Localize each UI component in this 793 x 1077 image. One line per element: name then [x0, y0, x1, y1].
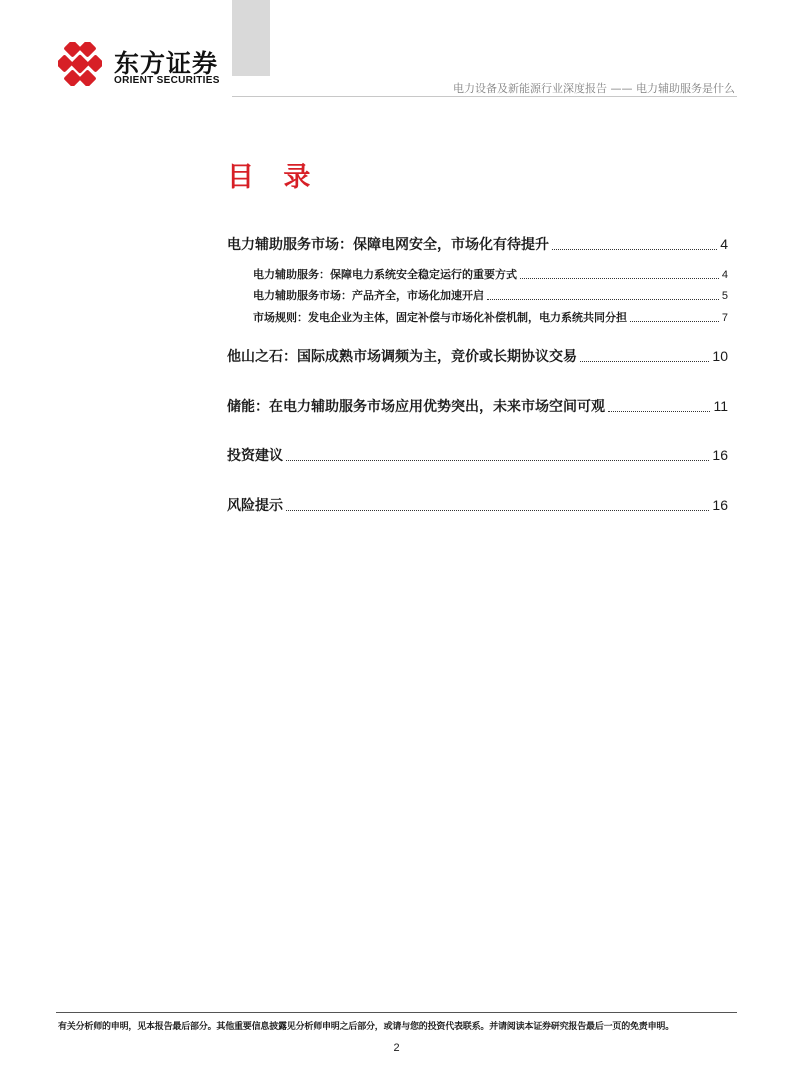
toc-entry-page: 10: [712, 348, 728, 364]
toc-entry-page: 4: [720, 236, 728, 252]
toc-entry-title: 投资建议: [227, 448, 283, 464]
toc-leader-dots: [520, 278, 719, 279]
toc-entry-page: 5: [721, 290, 728, 302]
toc-leader-dots: [286, 510, 709, 511]
toc-entry-title: 他山之石：国际成熟市场调频为主，竞价或长期协议交易: [227, 349, 577, 365]
toc-entry[interactable]: [253, 266, 728, 282]
toc-heading: 目 录: [227, 162, 321, 193]
toc-entry[interactable]: [227, 346, 728, 366]
toc-leader-dots: [286, 460, 709, 461]
report-header-title: 电力设备及新能源行业深度报告 —— 电力辅助服务是什么: [453, 82, 735, 95]
toc-entry-title: 电力辅助服务市场：保障电网安全，市场化有待提升: [227, 237, 549, 253]
page-number: 2: [393, 1042, 400, 1054]
toc-leader-dots: [630, 321, 719, 322]
toc-entry[interactable]: [253, 287, 728, 303]
toc-entry-title: 储能：在电力辅助服务市场应用优势突出，未来市场空间可观: [227, 399, 605, 415]
toc-entry[interactable]: [253, 309, 728, 325]
logo-name-en: ORIENT SECURITIES: [114, 75, 220, 86]
toc-leader-dots: [580, 361, 709, 362]
header-divider: [232, 96, 737, 97]
company-logo: [58, 42, 228, 92]
header-gray-tab: [232, 0, 270, 76]
toc-entry[interactable]: [227, 234, 728, 254]
toc-entry-title: 电力辅助服务：保障电力系统安全稳定运行的重要方式: [253, 268, 517, 281]
toc-entry-page: 7: [721, 312, 728, 324]
toc-entry-page: 16: [712, 497, 728, 513]
toc-entry[interactable]: [227, 396, 728, 416]
toc-entry-page: 16: [712, 447, 728, 463]
toc-leader-dots: [552, 249, 717, 250]
toc-entry-page: 11: [713, 398, 728, 414]
toc-entry-page: 4: [721, 269, 728, 281]
toc-entry-title: 风险提示: [227, 498, 283, 514]
toc-entry-title: 市场规则：发电企业为主体，固定补偿与市场化补偿机制，电力系统共同分担: [253, 311, 627, 324]
orient-logo-icon: [58, 42, 102, 86]
footer-disclaimer: 有关分析师的申明，见本报告最后部分。其他重要信息披露见分析师申明之后部分，或请与您的投资代表联系。并请阅读本证券研究报告最后一页的免责申明。: [58, 1022, 675, 1032]
toc-entry-title: 电力辅助服务市场：产品齐全，市场化加速开启: [253, 289, 484, 302]
toc-entry[interactable]: [227, 495, 728, 515]
toc-leader-dots: [487, 299, 719, 300]
toc-entry[interactable]: [227, 445, 728, 465]
footer-divider: [56, 1012, 737, 1013]
logo-name-cn: 东方证券: [114, 49, 219, 78]
toc-leader-dots: [608, 411, 710, 412]
